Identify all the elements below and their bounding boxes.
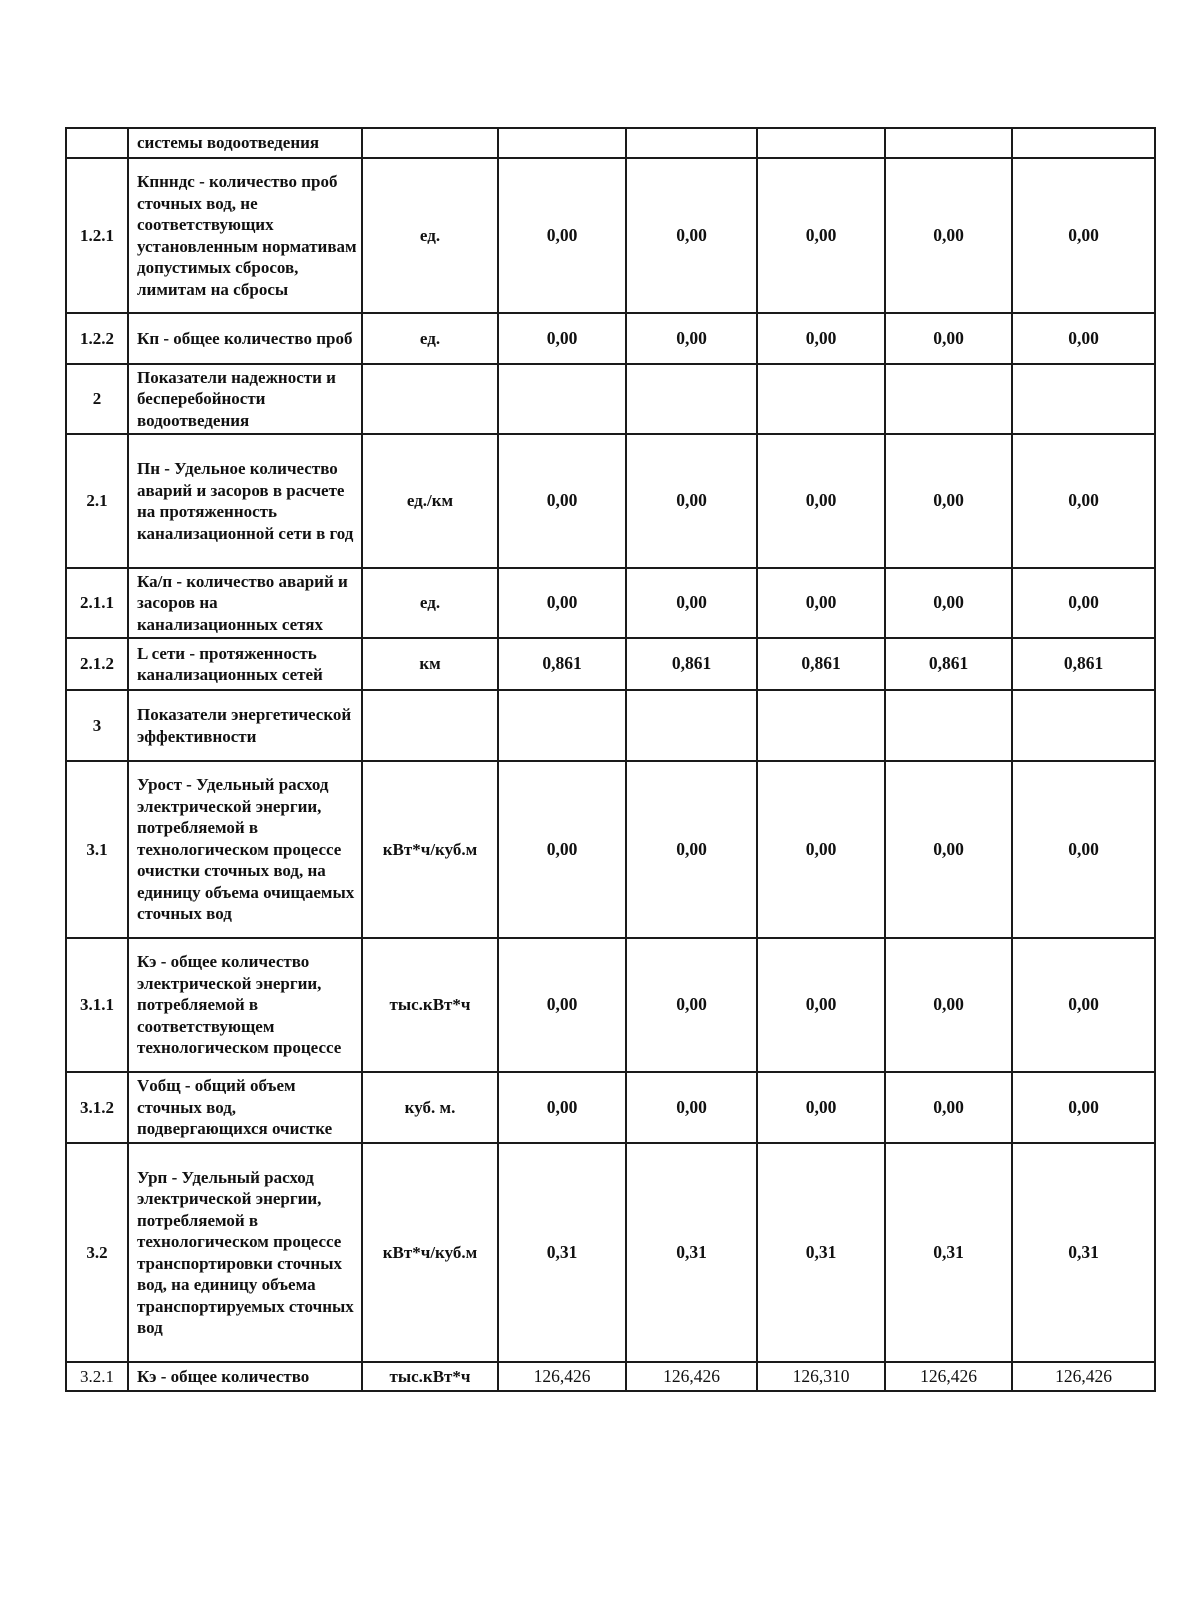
value-cell: 0,00 xyxy=(757,938,885,1072)
indicator-description-cell: Урп - Удельный расход электрической энергии, потребляемой в технологическом процессе транспортировки сточных вод, на единицу объема транспортируемых сточных вод xyxy=(128,1143,362,1362)
value-cell: 0,00 xyxy=(1012,938,1155,1072)
row-number-cell: 3.1 xyxy=(66,761,128,938)
row-number-cell: 3.2.1 xyxy=(66,1362,128,1391)
unit-cell: кВт*ч/куб.м xyxy=(362,761,498,938)
row-number-cell: 2.1.1 xyxy=(66,568,128,638)
unit-cell xyxy=(362,128,498,158)
row-number-cell: 3 xyxy=(66,690,128,761)
value-cell xyxy=(885,364,1012,434)
value-cell: 0,00 xyxy=(498,938,626,1072)
table-row xyxy=(66,1362,1155,1391)
table-row xyxy=(66,364,1155,434)
value-cell: 0,00 xyxy=(885,1072,1012,1143)
row-number-cell: 1.2.1 xyxy=(66,158,128,313)
row-number-cell: 3.1.1 xyxy=(66,938,128,1072)
table-row xyxy=(66,128,1155,158)
value-cell: 0,00 xyxy=(885,158,1012,313)
value-cell: 0,00 xyxy=(757,568,885,638)
value-cell: 0,00 xyxy=(498,761,626,938)
value-cell: 0,00 xyxy=(626,313,757,364)
value-cell: 0,00 xyxy=(885,938,1012,1072)
value-cell: 0,31 xyxy=(626,1143,757,1362)
indicator-description-cell: Пн - Удельное количество аварий и засоров в расчете на протяженность канализационной сети в год xyxy=(128,434,362,568)
value-cell: 126,426 xyxy=(626,1362,757,1391)
table-row xyxy=(66,1143,1155,1362)
value-cell: 0,00 xyxy=(885,313,1012,364)
value-cell: 0,861 xyxy=(885,638,1012,690)
table-row xyxy=(66,1072,1155,1143)
value-cell xyxy=(757,690,885,761)
table-row xyxy=(66,761,1155,938)
value-cell: 0,861 xyxy=(626,638,757,690)
table-row xyxy=(66,434,1155,568)
value-cell: 0,00 xyxy=(757,313,885,364)
value-cell: 0,00 xyxy=(757,434,885,568)
value-cell: 0,31 xyxy=(1012,1143,1155,1362)
indicator-description-cell: Урост - Удельный расход электрической энергии, потребляемой в технологическом процессе очистки сточных вод, на единицу объема очищаемых сточных вод xyxy=(128,761,362,938)
value-cell: 0,00 xyxy=(1012,1072,1155,1143)
value-cell: 0,00 xyxy=(757,158,885,313)
indicator-description-cell: Ка/п - количество аварий и засоров на канализационных сетях xyxy=(128,568,362,638)
row-number-cell: 2.1 xyxy=(66,434,128,568)
row-number-cell: 3.2 xyxy=(66,1143,128,1362)
value-cell xyxy=(498,128,626,158)
value-cell: 0,00 xyxy=(885,434,1012,568)
value-cell: 0,31 xyxy=(885,1143,1012,1362)
value-cell xyxy=(885,128,1012,158)
table-row xyxy=(66,568,1155,638)
value-cell: 126,310 xyxy=(757,1362,885,1391)
value-cell: 126,426 xyxy=(1012,1362,1155,1391)
unit-cell: ед. xyxy=(362,313,498,364)
value-cell: 0,00 xyxy=(885,568,1012,638)
row-number-cell: 2 xyxy=(66,364,128,434)
indicator-description-cell: Кэ - общее количество xyxy=(128,1362,362,1391)
table-row xyxy=(66,938,1155,1072)
value-cell: 0,00 xyxy=(626,568,757,638)
value-cell xyxy=(885,690,1012,761)
value-cell: 126,426 xyxy=(885,1362,1012,1391)
value-cell xyxy=(626,128,757,158)
value-cell xyxy=(498,690,626,761)
value-cell xyxy=(757,128,885,158)
unit-cell: км xyxy=(362,638,498,690)
unit-cell xyxy=(362,690,498,761)
value-cell: 0,861 xyxy=(1012,638,1155,690)
unit-cell: тыс.кВт*ч xyxy=(362,938,498,1072)
row-number-cell xyxy=(66,128,128,158)
value-cell xyxy=(626,364,757,434)
indicators-table xyxy=(65,127,1156,1392)
value-cell xyxy=(626,690,757,761)
unit-cell: ед./км xyxy=(362,434,498,568)
row-number-cell: 2.1.2 xyxy=(66,638,128,690)
value-cell: 0,00 xyxy=(498,158,626,313)
table-row xyxy=(66,313,1155,364)
value-cell: 0,00 xyxy=(757,761,885,938)
unit-cell: ед. xyxy=(362,158,498,313)
unit-cell: кВт*ч/куб.м xyxy=(362,1143,498,1362)
value-cell: 0,00 xyxy=(885,761,1012,938)
indicator-description-cell: Кп - общее количество проб xyxy=(128,313,362,364)
row-number-cell: 3.1.2 xyxy=(66,1072,128,1143)
indicator-description-cell: Кэ - общее количество электрической энергии, потребляемой в соответствующем технологическом процессе xyxy=(128,938,362,1072)
indicator-description-cell: Vобщ - общий объем сточных вод, подвергающихся очистке xyxy=(128,1072,362,1143)
value-cell: 126,426 xyxy=(498,1362,626,1391)
indicator-description-cell: Показатели надежности и бесперебойности водоотведения xyxy=(128,364,362,434)
value-cell: 0,861 xyxy=(757,638,885,690)
value-cell: 0,861 xyxy=(498,638,626,690)
table-row xyxy=(66,690,1155,761)
value-cell: 0,00 xyxy=(498,434,626,568)
value-cell: 0,00 xyxy=(1012,761,1155,938)
value-cell: 0,31 xyxy=(498,1143,626,1362)
value-cell: 0,00 xyxy=(757,1072,885,1143)
unit-cell: куб. м. xyxy=(362,1072,498,1143)
value-cell: 0,00 xyxy=(626,434,757,568)
indicator-description-cell: системы водоотведения xyxy=(128,128,362,158)
row-number-cell: 1.2.2 xyxy=(66,313,128,364)
value-cell: 0,00 xyxy=(498,313,626,364)
value-cell: 0,00 xyxy=(498,1072,626,1143)
value-cell xyxy=(757,364,885,434)
unit-cell: тыс.кВт*ч xyxy=(362,1362,498,1391)
value-cell xyxy=(1012,128,1155,158)
value-cell: 0,00 xyxy=(626,938,757,1072)
value-cell: 0,00 xyxy=(498,568,626,638)
value-cell: 0,00 xyxy=(626,761,757,938)
value-cell: 0,00 xyxy=(1012,434,1155,568)
unit-cell xyxy=(362,364,498,434)
value-cell: 0,00 xyxy=(626,158,757,313)
indicator-description-cell: Кпнндс - количество проб сточных вод, не соответствующих установленным нормативам допустимых сбросов, лимитам на сбросы xyxy=(128,158,362,313)
table-body xyxy=(66,128,1155,1391)
indicator-description-cell: L сети - протяженность канализационных сетей xyxy=(128,638,362,690)
value-cell: 0,00 xyxy=(1012,158,1155,313)
unit-cell: ед. xyxy=(362,568,498,638)
value-cell: 0,00 xyxy=(626,1072,757,1143)
table-row xyxy=(66,158,1155,313)
indicator-description-cell: Показатели энергетической эффективности xyxy=(128,690,362,761)
value-cell: 0,00 xyxy=(1012,313,1155,364)
value-cell xyxy=(1012,690,1155,761)
value-cell: 0,31 xyxy=(757,1143,885,1362)
value-cell: 0,00 xyxy=(1012,568,1155,638)
value-cell xyxy=(498,364,626,434)
table-row xyxy=(66,638,1155,690)
value-cell xyxy=(1012,364,1155,434)
